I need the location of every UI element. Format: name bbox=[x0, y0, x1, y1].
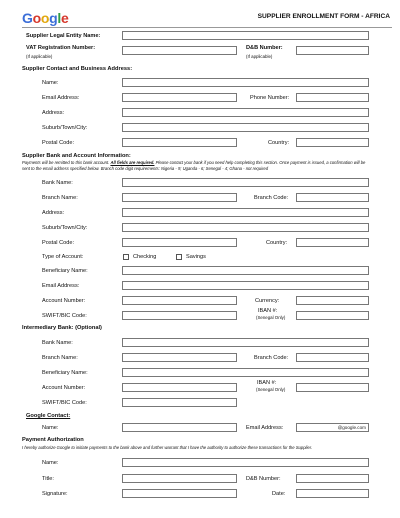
auth-title-field[interactable] bbox=[122, 474, 237, 483]
logo-letter: o bbox=[40, 10, 50, 26]
contact-country-label: Country: bbox=[268, 140, 290, 146]
int-account-number-field[interactable] bbox=[122, 383, 237, 392]
legal-name-field[interactable] bbox=[122, 31, 369, 40]
branch-name-label: Branch Name: bbox=[42, 195, 78, 201]
dnb-field[interactable] bbox=[296, 46, 369, 55]
logo-letter: o bbox=[32, 10, 41, 26]
logo-letter: e bbox=[60, 10, 69, 26]
beneficiary-label: Beneficiary Name: bbox=[42, 268, 88, 274]
bank-suburb-field[interactable] bbox=[122, 223, 369, 232]
int-iban-label: IBAN #: bbox=[257, 380, 277, 386]
auth-date-label: Date: bbox=[272, 491, 286, 497]
google-contact-name-label: Name: bbox=[42, 425, 59, 431]
int-branch-code-field[interactable] bbox=[296, 353, 369, 362]
contact-phone-label: Phone Number: bbox=[250, 95, 290, 101]
contact-address-label: Address: bbox=[42, 110, 65, 116]
int-swift-field[interactable] bbox=[122, 398, 237, 407]
int-beneficiary-label: Beneficiary Name: bbox=[42, 370, 88, 376]
bank-email-label: Email Address: bbox=[42, 283, 80, 289]
contact-postal-label: Postal Code: bbox=[42, 140, 75, 146]
contact-heading: Supplier Contact and Business Address: bbox=[22, 66, 133, 72]
dnb-label: D&B Number: bbox=[246, 45, 283, 51]
bank-suburb-label: Suburb/Town/City: bbox=[42, 225, 88, 231]
auth-name-label: Name: bbox=[42, 460, 59, 466]
auth-title-label: Title: bbox=[42, 476, 54, 482]
legal-name-label: Supplier Legal Entity Name: bbox=[26, 33, 101, 39]
account-number-label: Account Number: bbox=[42, 298, 86, 304]
google-contact-email-field[interactable] bbox=[296, 423, 369, 432]
contact-name-label: Name: bbox=[42, 80, 59, 86]
swift-label: SWIFT/BIC Code: bbox=[42, 313, 87, 319]
contact-email-label: Email Address: bbox=[42, 95, 80, 101]
authorization-statement: I hereby authorize Google to initiate payments to the bank above and further warrant that I have the authority to authorize these transactions for the Supplier. bbox=[22, 445, 313, 450]
auth-signature-field[interactable] bbox=[122, 489, 237, 498]
logo-letter: G bbox=[22, 10, 33, 26]
bank-heading: Supplier Bank and Account Information: bbox=[22, 153, 131, 159]
contact-suburb-field[interactable] bbox=[122, 123, 369, 132]
contact-address-field[interactable] bbox=[122, 108, 369, 117]
checking-checkbox[interactable] bbox=[123, 254, 129, 260]
iban-field[interactable] bbox=[296, 311, 369, 320]
bank-country-field[interactable] bbox=[296, 238, 369, 247]
int-bank-name-label: Bank Name: bbox=[42, 340, 73, 346]
branch-name-field[interactable] bbox=[122, 193, 237, 202]
account-type-label: Type of Account: bbox=[42, 254, 84, 260]
bank-note: Payments will be remitted to this bank account. All fields are required. Please contact your bank if you need help completing this section. Once payment is issued, a confirmation will be sent to the email address specified below. Branch code digit requirements: Nigeria - 9; Uganda - 6; Senegal - 4; Ghana - not required bbox=[22, 160, 366, 171]
beneficiary-field[interactable] bbox=[122, 266, 369, 275]
int-branch-code-label: Branch Code: bbox=[254, 355, 289, 361]
google-contact-email-label: Email Address: bbox=[246, 425, 284, 431]
account-number-field[interactable] bbox=[122, 296, 237, 305]
checking-label: Checking bbox=[133, 254, 157, 260]
branch-code-label: Branch Code: bbox=[254, 195, 289, 201]
currency-field[interactable] bbox=[296, 296, 369, 305]
contact-name-field[interactable] bbox=[122, 78, 369, 87]
vat-sublabel: (If applicable) bbox=[26, 54, 53, 59]
int-iban-sublabel: (Senegal Only) bbox=[256, 387, 286, 392]
savings-label: Savings bbox=[186, 254, 206, 260]
bank-name-field[interactable] bbox=[122, 178, 369, 187]
logo-letter: l bbox=[57, 10, 61, 26]
google-logo bbox=[22, 10, 68, 26]
vat-label: VAT Registration Number: bbox=[26, 45, 96, 51]
swift-field[interactable] bbox=[122, 311, 237, 320]
bank-name-label: Bank Name: bbox=[42, 180, 73, 186]
int-account-number-label: Account Number: bbox=[42, 385, 86, 391]
int-bank-name-field[interactable] bbox=[122, 338, 369, 347]
form-title: SUPPLIER ENROLLMENT FORM - AFRICA bbox=[257, 13, 390, 20]
savings-checkbox[interactable] bbox=[176, 254, 182, 260]
branch-code-field[interactable] bbox=[296, 193, 369, 202]
dnb-sublabel: (If applicable) bbox=[246, 54, 273, 59]
bank-email-field[interactable] bbox=[122, 281, 369, 290]
google-contact-heading: Google Contact: bbox=[26, 413, 71, 419]
currency-label: Currency: bbox=[255, 298, 280, 304]
contact-postal-field[interactable] bbox=[122, 138, 237, 147]
int-swift-label: SWIFT/BIC Code: bbox=[42, 400, 87, 406]
iban-label: IBAN #: bbox=[258, 308, 278, 314]
email-domain-suffix: @google.com bbox=[337, 425, 366, 430]
int-iban-field[interactable] bbox=[296, 383, 369, 392]
intermediary-heading: Intermediary Bank: (Optional) bbox=[22, 325, 102, 331]
bank-address-label: Address: bbox=[42, 210, 65, 216]
vat-field[interactable] bbox=[122, 46, 237, 55]
auth-signature-label: Signature: bbox=[42, 491, 68, 497]
iban-sublabel: (Senegal Only) bbox=[256, 315, 286, 320]
authorization-heading: Payment Authorization bbox=[22, 437, 84, 443]
contact-email-field[interactable] bbox=[122, 93, 237, 102]
header-divider bbox=[22, 27, 392, 28]
auth-name-field[interactable] bbox=[122, 458, 369, 467]
bank-postal-label: Postal Code: bbox=[42, 240, 75, 246]
int-branch-name-label: Branch Name: bbox=[42, 355, 78, 361]
auth-dnb-label: D&B Number: bbox=[246, 476, 281, 482]
bank-address-field[interactable] bbox=[122, 208, 369, 217]
bank-country-label: Country: bbox=[266, 240, 288, 246]
auth-dnb-field[interactable] bbox=[296, 474, 369, 483]
contact-country-field[interactable] bbox=[296, 138, 369, 147]
int-branch-name-field[interactable] bbox=[122, 353, 237, 362]
auth-date-field[interactable] bbox=[296, 489, 369, 498]
bank-postal-field[interactable] bbox=[122, 238, 237, 247]
google-contact-name-field[interactable] bbox=[122, 423, 237, 432]
int-beneficiary-field[interactable] bbox=[122, 368, 369, 377]
logo-letter: g bbox=[49, 10, 58, 26]
contact-phone-field[interactable] bbox=[296, 93, 369, 102]
contact-suburb-label: Suburb/Town/City: bbox=[42, 125, 88, 131]
